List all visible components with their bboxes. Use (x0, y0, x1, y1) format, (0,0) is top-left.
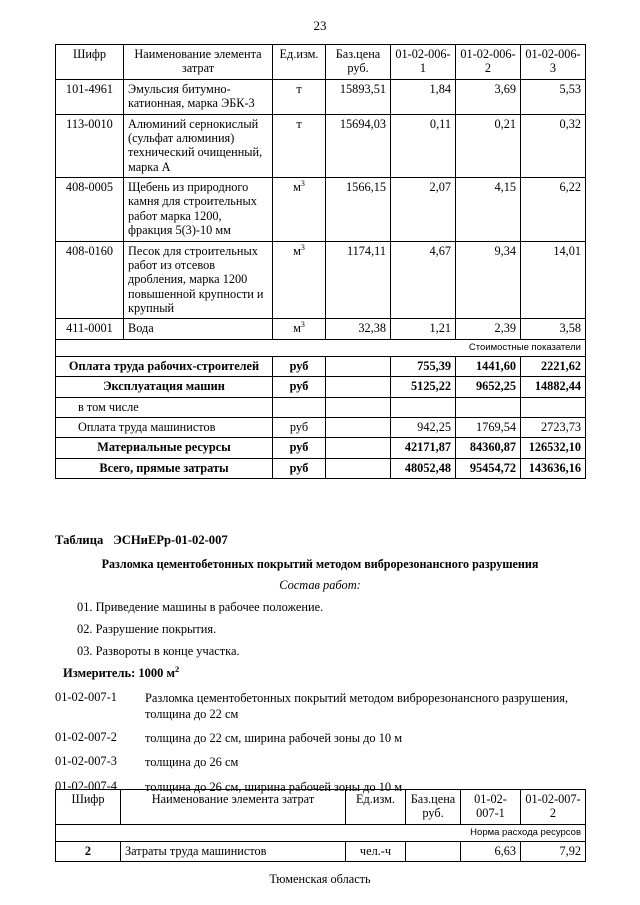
summary-base-price (326, 377, 391, 397)
summary-base-price (326, 417, 391, 437)
header-base-price: Баз.цена руб. (326, 45, 391, 80)
header-code: Шифр (56, 45, 124, 80)
norm-code: 01-02-007-1 (55, 690, 117, 704)
summary-value-1: 42171,87 (391, 438, 456, 458)
norm-desc: толщина до 26 см, ширина рабочей зоны до 10 м (145, 779, 403, 794)
page-footer: Тюменская область (269, 872, 371, 886)
norm-code: 01-02-007-3 (55, 754, 117, 769)
cell-value-1: 2,07 (391, 178, 456, 242)
norm-desc: толщина до 26 см (145, 755, 239, 770)
header-code: Шифр (56, 790, 121, 825)
norm-desc: Разломка цементобетонных покрытий методом виброрезонансного разрушения, толщина до 22 см (145, 691, 569, 722)
summary-value-2: 9652,25 (456, 377, 521, 397)
norm-code-line (55, 690, 585, 722)
summary-row (56, 438, 586, 458)
cell-value-2: 9,34 (456, 241, 521, 319)
header-name: Наименование элемента затрат (124, 45, 273, 80)
cell-base-price: 1566,15 (326, 178, 391, 242)
band-label: Стоимостные показатели (56, 339, 586, 356)
header-col-2: 01-02-007-2 (521, 790, 586, 825)
resource-cost-table-006 (55, 44, 586, 479)
cell-value-2: 2,39 (456, 319, 521, 339)
summary-value-1: 5125,22 (391, 377, 456, 397)
header-col-2: 01-02-006-2 (456, 45, 521, 80)
summary-unit: руб (273, 356, 326, 376)
summary-name: Оплата труда машинистов (56, 417, 273, 437)
cell-value-3: 5,53 (521, 79, 586, 114)
norm-code-line (55, 754, 585, 770)
cell-value-3: 0,32 (521, 114, 586, 178)
summary-base-price (326, 438, 391, 458)
header-col-1: 01-02-006-1 (391, 45, 456, 80)
summary-value-2: 95454,72 (456, 458, 521, 478)
measurement-sup: 2 (175, 663, 180, 674)
header-base-price: Баз.цена руб. (406, 790, 461, 825)
summary-row (56, 458, 586, 478)
summary-value-2: 84360,87 (456, 438, 521, 458)
cell-base-price: 15694,03 (326, 114, 391, 178)
cell-value-3: 3,58 (521, 319, 586, 339)
cell-base-price: 32,38 (326, 319, 391, 339)
cell-name: Щебень из природного камня для строительных работ марка 1200, фракция 5(3)-10 мм (124, 178, 273, 242)
summary-value-1 (391, 397, 456, 417)
norm-code: 01-02-007-2 (55, 730, 117, 745)
cell-base-price (406, 841, 461, 861)
cell-code: 408-0005 (56, 178, 124, 242)
summary-value-3 (521, 397, 586, 417)
summary-unit (273, 397, 326, 417)
cell-name: Вода (124, 319, 273, 339)
summary-row (56, 417, 586, 437)
summary-value-2: 1769,54 (456, 417, 521, 437)
cell-value-3: 6,22 (521, 178, 586, 242)
summary-row (56, 356, 586, 376)
summary-base-price (326, 356, 391, 376)
summary-value-1: 48052,48 (391, 458, 456, 478)
work-step: 01. Приведение машины в рабочее положение. (77, 600, 324, 614)
cell-value-2: 0,21 (456, 114, 521, 178)
summary-unit: руб (273, 438, 326, 458)
summary-value-2 (456, 397, 521, 417)
cell-unit: $м^3$ (273, 319, 326, 339)
cell-value-2: 7,92 (521, 841, 586, 861)
table-row (56, 319, 586, 339)
resource-norm-table-007 (55, 789, 586, 862)
cell-unit: $м^3$ (273, 241, 326, 319)
table-row (56, 241, 586, 319)
summary-name: Всего, прямые затраты (56, 458, 273, 478)
summary-unit: руб (273, 377, 326, 397)
summary-value-1: 942,25 (391, 417, 456, 437)
band-row-cost-indicators (56, 339, 586, 356)
summary-value-2: 1441,60 (456, 356, 521, 376)
cell-name: Затраты труда машинистов (121, 841, 346, 861)
table-header-row (56, 45, 586, 80)
summary-base-price (326, 397, 391, 417)
table-row (56, 114, 586, 178)
summary-name: Эксплуатация машин (56, 377, 273, 397)
summary-row (56, 377, 586, 397)
cell-name: Эмульсия битумно-катионная, марка ЭБК-3 (124, 79, 273, 114)
header-unit: Ед.изм. (273, 45, 326, 80)
header-col-3: 01-02-006-3 (521, 45, 586, 80)
norm-code-line (55, 730, 585, 746)
summary-unit: руб (273, 417, 326, 437)
table-row (56, 79, 586, 114)
header-unit: Ед.изм. (346, 790, 406, 825)
cell-name: Песок для строительных работ из отсевов дробления, марка 1200 повышенной крупности и крупный (124, 241, 273, 319)
summary-value-1: 755,39 (391, 356, 456, 376)
work-title: Разломка цементобетонных покрытий методом виброрезонансного разрушения (101, 557, 539, 571)
cell-value-3: 14,01 (521, 241, 586, 319)
table-title (55, 533, 585, 548)
page-number: 23 (313, 18, 327, 33)
norm-code: 01-02-007-4 (55, 778, 117, 793)
table-row (56, 841, 586, 861)
header-name: Наименование элемента затрат (121, 790, 346, 825)
measurement-label: Измеритель: (63, 666, 136, 680)
cell-code: 411-0001 (56, 319, 124, 339)
work-composition-label: Состав работ: (279, 578, 361, 592)
norm-desc: толщина до 22 см, ширина рабочей зоны до 10 м (145, 731, 403, 746)
cell-base-price: 15893,51 (326, 79, 391, 114)
measurement-value: 1000 м (138, 666, 176, 680)
table-header-row (56, 790, 586, 825)
summary-row (56, 397, 586, 417)
cell-code: 101-4961 (56, 79, 124, 114)
measurement-unit (63, 663, 585, 681)
section-block (55, 533, 585, 803)
cell-value-2: 4,15 (456, 178, 521, 242)
header-col-1: 01-02-007-1 (461, 790, 521, 825)
summary-value-3: 126532,10 (521, 438, 586, 458)
summary-value-3: 143636,16 (521, 458, 586, 478)
summary-name: в том числе (56, 397, 273, 417)
table-title-code: ЭСНиЕРр-01-02-007 (113, 533, 228, 547)
work-step: 02. Разрушение покрытия. (77, 622, 217, 636)
cell-value-1: 1,84 (391, 79, 456, 114)
summary-unit: руб (273, 458, 326, 478)
summary-name: Оплата труда рабочих-строителей (56, 356, 273, 376)
band-label: Норма расхода ресурсов (56, 824, 586, 841)
cell-value-1: 4,67 (391, 241, 456, 319)
cell-code: 408-0160 (56, 241, 124, 319)
cell-code: 2 (56, 841, 121, 861)
cell-unit: чел.-ч (346, 841, 406, 861)
cell-value-1: 6,63 (461, 841, 521, 861)
band-row-resource-norm (56, 824, 586, 841)
cell-value-1: 0,11 (391, 114, 456, 178)
table-title-label: Таблица (55, 533, 104, 547)
cell-code: 113-0010 (56, 114, 124, 178)
cell-value-1: 1,21 (391, 319, 456, 339)
cell-unit: т (273, 79, 326, 114)
work-step: 03. Развороты в конце участка. (77, 644, 240, 658)
summary-value-3: 2221,62 (521, 356, 586, 376)
cell-base-price: 1174,11 (326, 241, 391, 319)
cell-value-2: 3,69 (456, 79, 521, 114)
summary-value-3: 14882,44 (521, 377, 586, 397)
cell-unit: т (273, 114, 326, 178)
summary-value-3: 2723,73 (521, 417, 586, 437)
summary-base-price (326, 458, 391, 478)
summary-name: Материальные ресурсы (56, 438, 273, 458)
table-row (56, 178, 586, 242)
cell-name: Алюминий сернокислый (сульфат алюминия) технический очищенный, марка А (124, 114, 273, 178)
cell-unit: $м^3$ (273, 178, 326, 242)
